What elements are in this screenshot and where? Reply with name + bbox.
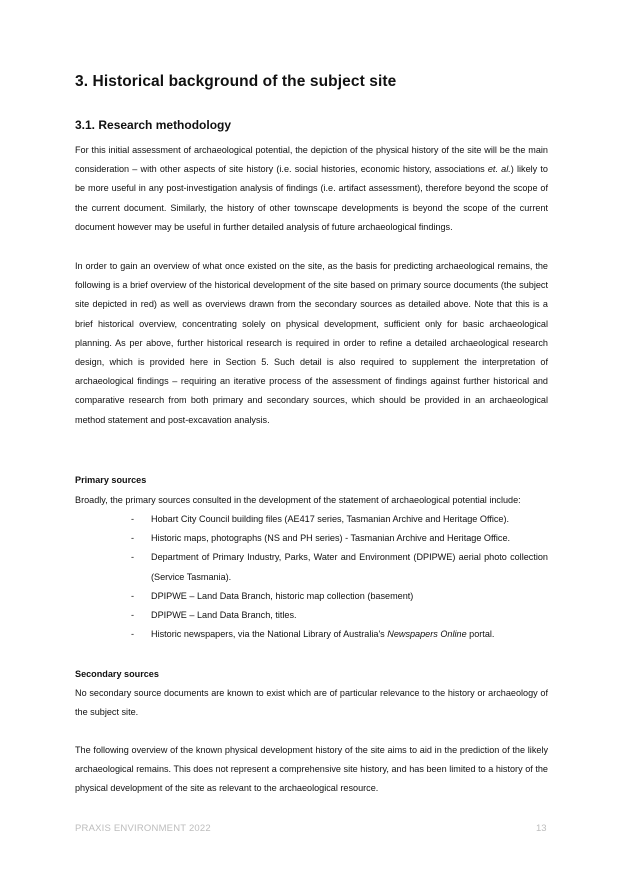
primary-sources-intro: Broadly, the primary sources consulted in the development of the statement of archaeological potential include:	[75, 495, 521, 505]
bullet-dash: -	[131, 629, 135, 640]
list-item-text: Hobart City Council building files (AE417 series, Tasmanian Archive and Heritage Office).	[151, 514, 510, 524]
bullet-dash: -	[131, 610, 135, 621]
list-item	[75, 529, 548, 548]
bullet-dash: -	[131, 552, 135, 563]
list-item-text: DPIPWE – Land Data Branch, titles.	[151, 610, 297, 621]
list-item-text: Department of Primary Industry, Parks, Water and Environment (DPIPWE) aerial photo collection (Service Tasmania).	[151, 552, 548, 582]
bullet-dash: -	[131, 514, 135, 524]
list-item-text-start: Historic newspapers, via the National Library of Australia's	[151, 629, 388, 640]
secondary-sources-text: No secondary source documents are known to exist which are of particular relevance to the history or archaeology of the subject site.	[75, 688, 548, 718]
document-page	[75, 0, 548, 879]
list-item	[75, 548, 548, 586]
footer-page-number: 13	[536, 823, 547, 834]
closing-paragraph: The following overview of the known physical development history of the site aims to aid in the prediction of the likely archaeological remains. This does not represent a comprehensive site history, and has been limited to a history of the physical development of the site as relevant to the archaeological resource.	[75, 745, 548, 794]
overview-paragraph: In order to gain an overview of what once existed on the site, as the basis for predicting archaeological remains, the following is a brief overview of the historical development of the site based on primary source documents (the subject site depicted in red) as well as overviews drawn from the secondary sources as detailed above. Note that this is a brief historical overview, concentrating solely on physical development, sufficient only for basic archaeological planning. As per above, further historical research is required in order to refine a detailed archaeological research design, which is provided here in Section 5. Such detail is also required to supplement the interpretation of archaeological findings – requiring an iterative process of the assessment of findings against further historical and comparative research from both primary and secondary sources, which should be provided in an archaeological method statement and post-excavation analysis.	[75, 261, 548, 425]
bullet-dash: -	[131, 533, 135, 544]
primary-sources-title: Primary sources	[75, 475, 147, 485]
primary-sources-list	[75, 510, 548, 644]
section-heading: 3. Historical background of the subject site	[75, 73, 397, 90]
list-item	[75, 510, 548, 529]
secondary-sources-title: Secondary sources	[75, 669, 159, 679]
paragraph1-italic: et. al.	[487, 164, 511, 175]
list-item	[75, 606, 548, 625]
methodology-paragraph	[75, 141, 548, 237]
list-item-text-end: portal.	[466, 629, 495, 640]
list-item-italic: Newspapers Online	[387, 629, 467, 640]
paragraph1-text-end: ) likely to be more useful in any post-investigation analysis of findings (i.e. artifact assessment), therefore beyond the scope of the current document. Similarly, the history of other townscape developments is beyond the scope of the current document however may be useful in further detailed analysis of future archaeological findings.	[75, 164, 548, 232]
list-item	[75, 587, 548, 606]
paragraph1-text-start: For this initial assessment of archaeological potential, the depiction of the physical history of the site will be the main consideration – with other aspects of site history (i.e. social histories, economic history, associations	[75, 145, 548, 175]
bullet-dash: -	[131, 590, 135, 601]
subsection-heading: 3.1. Research methodology	[75, 118, 232, 132]
footer-company: PRAXIS ENVIRONMENT 2022	[75, 823, 211, 834]
list-item	[75, 625, 548, 644]
list-item-text: Historic maps, photographs (NS and PH series) - Tasmanian Archive and Heritage Office.	[151, 533, 511, 544]
list-item-text: DPIPWE – Land Data Branch, historic map collection (basement)	[151, 590, 414, 601]
